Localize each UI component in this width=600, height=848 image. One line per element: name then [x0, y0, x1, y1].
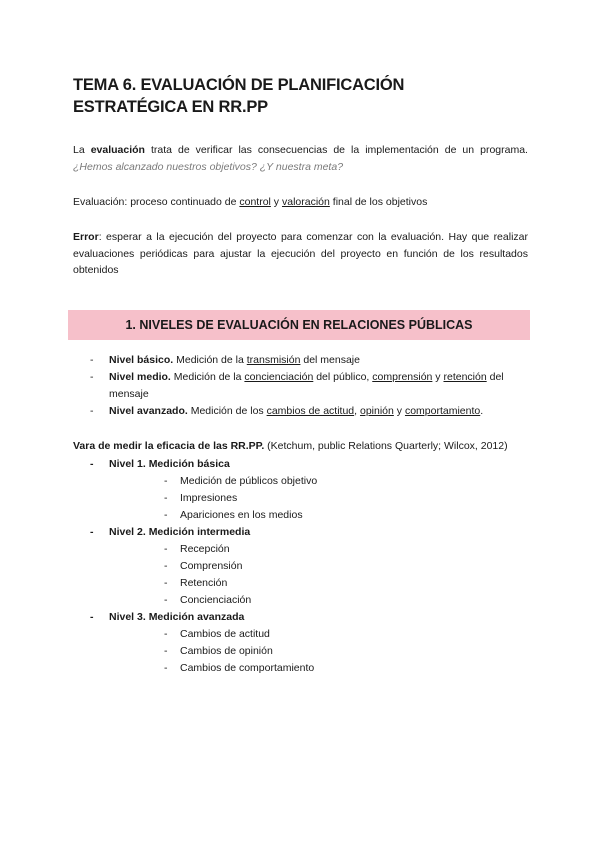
- level-term: comportamiento: [404, 405, 481, 417]
- list-item: [73, 403, 528, 420]
- list-item: [109, 575, 528, 592]
- bullet-dash: -: [164, 543, 168, 555]
- sub-item-text: Cambios de actitud: [180, 628, 270, 640]
- vara-level-label: Nivel 2. Medición intermedia: [109, 526, 251, 538]
- bullet-dash: -: [164, 509, 168, 521]
- level-term: cambios de actitud: [266, 405, 355, 417]
- sub-item-text: Recepción: [180, 543, 230, 555]
- list-item: [109, 473, 528, 490]
- level-term: concienciación: [244, 371, 314, 383]
- list-item: [109, 541, 528, 558]
- definition-paragraph: [73, 194, 528, 211]
- level-label: Nivel básico.: [109, 354, 174, 366]
- level-text: y: [393, 405, 405, 417]
- bullet-dash: -: [90, 611, 94, 623]
- list-item: [109, 660, 528, 677]
- sub-item-text: Apariciones en los medios: [180, 509, 303, 521]
- bullet-dash: -: [164, 475, 168, 487]
- vara-levels-list: [73, 456, 528, 677]
- bullet-dash: -: [164, 628, 168, 640]
- level-term: opinión: [359, 405, 394, 417]
- sub-item-text: Comprensión: [180, 560, 243, 572]
- level-text: del mensaje: [300, 354, 360, 366]
- intro-paragraph: [73, 142, 528, 175]
- page-title: TEMA 6. EVALUACIÓN DE PLANIFICACIÓN ESTRATÉGICA EN RR.PP: [73, 76, 405, 116]
- vara-level-label: Nivel 1. Medición básica: [109, 458, 230, 470]
- intro-question: ¿Hemos alcanzado nuestros objetivos? ¿Y nuestra meta?: [73, 160, 344, 173]
- level-label: Nivel avanzado.: [109, 405, 188, 417]
- bullet-dash: -: [164, 560, 168, 572]
- level-term: comprensión: [372, 371, 433, 383]
- sub-list: [109, 473, 528, 524]
- sub-list: [109, 626, 528, 677]
- definition-text: final de los objetivos: [329, 196, 428, 208]
- sub-list: [109, 541, 528, 609]
- list-item: [73, 456, 528, 524]
- intro-text: trata de verificar las consecuencias de la implementación de un programa.: [144, 144, 528, 156]
- levels-list: [73, 352, 528, 420]
- error-term: Error: [73, 231, 99, 243]
- error-text: : esperar a la ejecución del proyecto para comenzar con la evaluación. Hay que realizar evaluaciones periódicas para ajustar la ejecución del proyecto en función de los resultados obtenidos: [73, 231, 528, 276]
- sub-item-text: Impresiones: [180, 492, 238, 504]
- level-text: ,: [354, 405, 360, 417]
- definition-text: Evaluación: proceso continuado de: [73, 196, 240, 208]
- vara-level-label: Nivel 3. Medición avanzada: [109, 611, 245, 623]
- bullet-dash: -: [90, 526, 94, 538]
- vara-term: Vara de medir la eficacia de las RR.PP.: [73, 440, 265, 452]
- level-text: Medición de la: [173, 354, 247, 366]
- sub-item-text: Cambios de opinión: [180, 645, 273, 657]
- sub-item-text: Cambios de comportamiento: [180, 662, 315, 674]
- bullet-dash: -: [164, 594, 168, 606]
- bullet-dash: -: [90, 405, 94, 417]
- sub-item-text: Medición de públicos objetivo: [180, 475, 318, 487]
- level-text: y: [432, 371, 444, 383]
- level-text: del mensaje: [109, 371, 504, 400]
- list-item: [73, 524, 528, 609]
- list-item: [73, 369, 528, 403]
- list-item: [109, 643, 528, 660]
- list-item: [109, 490, 528, 507]
- sub-item-text: Concienciación: [180, 594, 252, 606]
- sub-item-text: Retención: [180, 577, 228, 589]
- list-item: [73, 609, 528, 677]
- bullet-dash: -: [90, 371, 94, 383]
- list-item: [109, 507, 528, 524]
- level-term: retención: [443, 371, 487, 383]
- bullet-dash: -: [164, 645, 168, 657]
- level-text: Medición de la: [170, 371, 245, 383]
- vara-citation: (Ketchum, public Relations Quarterly; Wilcox, 2012): [264, 440, 508, 452]
- list-item: [109, 592, 528, 609]
- intro-text: La: [73, 144, 91, 156]
- bullet-dash: -: [164, 577, 168, 589]
- definition-term: valoración: [281, 196, 330, 208]
- list-item: [73, 352, 528, 369]
- bullet-dash: -: [164, 492, 168, 504]
- bullet-dash: -: [90, 458, 94, 470]
- section-heading-banner: 1. NIVELES DE EVALUACIÓN EN RELACIONES PÚBLICAS: [68, 310, 530, 340]
- level-text: .: [480, 405, 484, 417]
- intro-term: evaluación: [90, 144, 145, 156]
- level-term: transmisión: [246, 354, 301, 366]
- list-item: [109, 558, 528, 575]
- bullet-dash: -: [164, 662, 168, 674]
- definition-text: y: [270, 196, 282, 208]
- level-text: Medición de los: [187, 405, 267, 417]
- bullet-dash: -: [90, 354, 94, 366]
- definition-term: control: [239, 196, 271, 208]
- error-paragraph: [73, 229, 528, 279]
- vara-paragraph: [73, 438, 528, 455]
- level-text: del público,: [313, 371, 373, 383]
- list-item: [109, 626, 528, 643]
- level-label: Nivel medio.: [109, 371, 171, 383]
